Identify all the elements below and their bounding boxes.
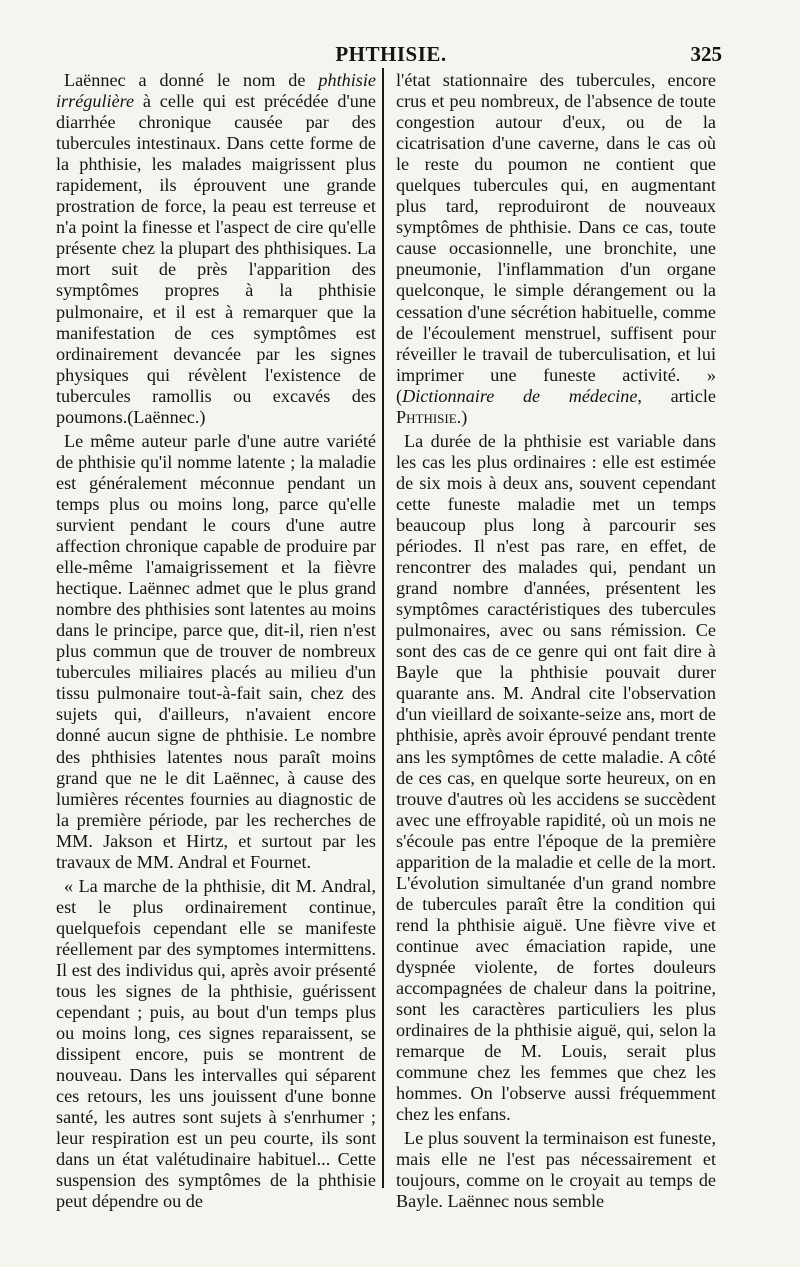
- text-run: , article: [637, 385, 717, 406]
- text-run: l'état stationnaire des tubercules, encore crus et peu nombreux, de l'absence de toute congestion autour d'eux, ou de la cicatrisation d'une caverne, dans le cas où le reste du poumon ne contient que quelques tubercules qui, en augmentant plus tard, reproduiront de nouveaux symptômes de phthisie. Dans ce cas, toute cause occasionnelle, une bronchite, une pneumonie, l'inflammation d'un organe quelconque, le simple dérangement ou la cessation d'une sécrétion habituelle, comme de l'écoulement menstruel, suffisent pour réveiller le travail de tuberculisation, et lui imprimer une funeste activité. » (: [396, 70, 716, 406]
- page-header: [60, 42, 722, 72]
- paragraph-terminaison: Le plus souvent la terminaison est funeste, mais elle ne l'est pas nécessairement et toujours, comme on le croyait au temps de Bayle. Laënnec nous semble: [396, 1128, 716, 1212]
- column-divider: [382, 68, 384, 1188]
- smallcaps-term: Phthisie: [396, 406, 457, 427]
- paragraph-andral-quote: « La marche de la phthisie, dit M. Andral, est le plus ordinairement continue, quelquefois cependant elle se manifeste réellement par des symptomes intermittens. Il est des individus qui, après avoir présenté tous les signes de la phthisie, guérissent cependant ; puis, au bout d'un temps plus ou moins long, ces signes reparaissent, se dissipent encore, puis se montrent de nouveau. Dans les intervalles qui séparent ces retours, les uns jouissent d'une bonne santé, les autres sont sujets à s'enrhumer ; leur respiration est un peu courte, ils sont dans un état valétudinaire habituel... Cette suspension des symptômes de la phthisie peut dépendre ou de: [56, 875, 376, 1212]
- right-column: [396, 70, 716, 1213]
- paragraph-phthisie-irreguliere: [56, 70, 376, 428]
- paragraph-quote-continuation: [396, 70, 716, 428]
- paragraph-duree: La durée de la phthisie est variable dans les cas les plus ordinaires : elle est estimée de six mois à deux ans, souvent cependant cette funeste maladie met un temps beaucoup plus long à parcourir ses périodes. Il n'est pas rare, en effet, de rencontrer des malades qui, pendant un grand nombre d'années, présentent les symptômes caractéristiques des tubercules pulmonaires, avec ou sans rémission. Ce sont des cas de ce genre qui ont fait dire à Bayle que la phthisie pouvait durer quarante ans. M. Andral cite l'observation d'un vieillard de soixante-seize ans, mort de phthisie, après avoir éprouvé pendant trente ans les symptômes de cette maladie. A côté de ces cas, en quelque sorte heureux, on en trouve d'autres où les accidens se succèdent avec une effroyable rapidité, où un mois ne s'écoule pas entre l'époque de la première apparition de la maladie et celle de la mort. L'évolution simultanée d'un grand nombre de tubercules paraît être la condition qui rend la phthisie aiguë. Une fièvre vive et continue avec émaciation rapide, une dyspnée violente, de fortes douleurs accompagnées de chaleur dans la poitrine, sont les caractères particuliers les plus ordinaires de la phthisie aiguë, qui, selon la remarque de M. Louis, serait plus commune chez les femmes que chez les hommes. On l'observe aussi fréquemment chez les enfans.: [396, 430, 716, 1125]
- text-run: Laënnec a donné le nom de: [64, 70, 319, 90]
- page-number: 325: [690, 42, 722, 66]
- text-run: à celle qui est précédée d'une diarrhée chronique causée par des tubercules intestinaux. Dans cette forme de la phthisie, les malades maigrissent plus rapidement, ils éprouvent une grande prostration de force, la peau est terreuse et n'a point la finesse et l'aspect de cire qu'elle présente chez la plupart des phthisiques. La mort suit de près l'apparition des symptômes propres à la phthisie pulmonaire, et il est à remarquer que la manifestation de ces symptômes est ordinairement devancée par les signes physiques qui révèlent l'existence de tubercules ramollis ou excavés des poumons.(Laënnec.): [56, 91, 376, 427]
- italic-citation: Dictionnaire de médecine: [402, 385, 638, 406]
- paragraph-phthisie-latente: Le même auteur parle d'une autre variété de phthisie qu'il nomme latente ; la maladie est généralement méconnue pendant un temps plus ou moins long, parce qu'elle survient pendant le cours d'une autre affection chronique capable de produire par elle-même l'amaigrissement et la fièvre hectique. Laënnec admet que le plus grand nombre des phthisies sont latentes au moins dans le principe, parce que, dit-il, rien n'est plus commun que de trouver de nombreux tubercules miliaires placés au milieu d'un tissu pulmonaire tout-à-fait sain, chez des sujets qui, d'ailleurs, n'avaient encore donné aucun signe de phthisie. Le nombre des phthisies latentes nous paraît moins grand que ne le dit Laënnec, à cause des lumières récentes fournies au diagnostic de la première période, par les recherches de MM. Jakson et Hirtz, et surtout par les travaux de MM. Andral et Fournet.: [56, 430, 376, 872]
- left-column: [56, 70, 376, 1213]
- text-run: .): [456, 406, 468, 427]
- italic-term: phthisie irrégulière: [56, 70, 376, 112]
- running-title: PHTHISIE.: [335, 42, 447, 66]
